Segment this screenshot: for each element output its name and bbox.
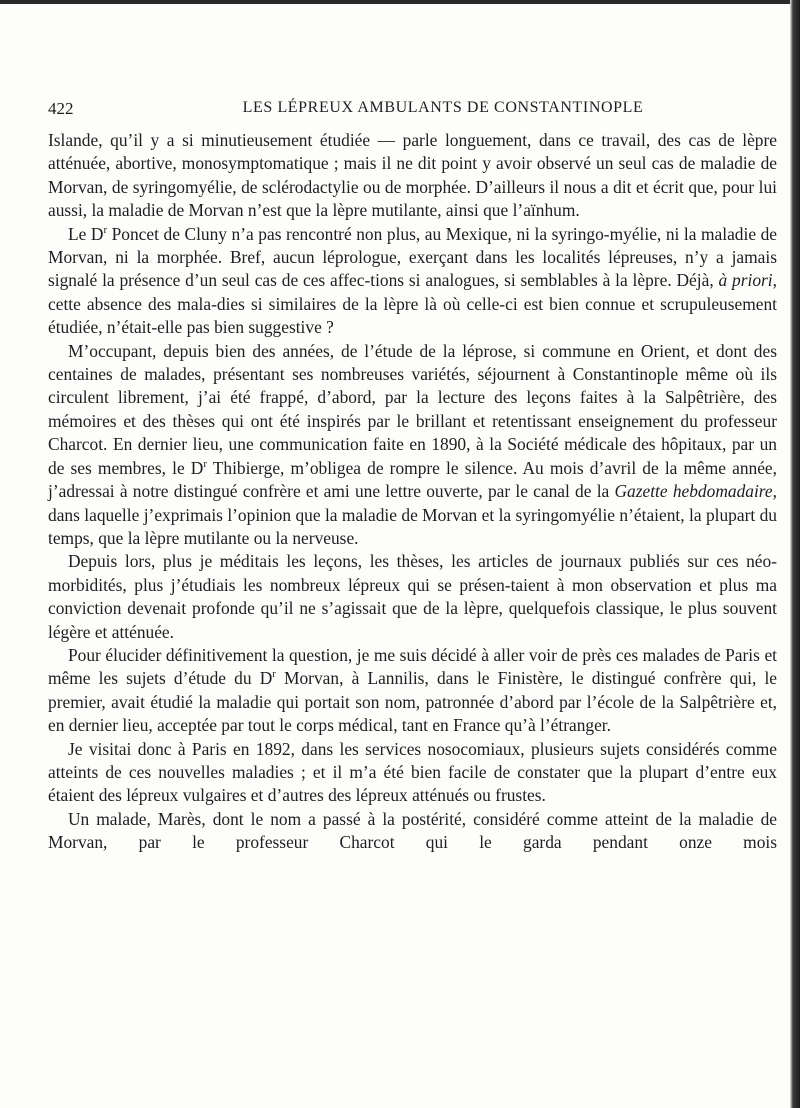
text-run: M’occupant, depuis bien des années, de l’étude de la léprose, si commune en Orient, et dont des centaines de malades, présentant ses nombreuses variétés, séjournent à Constantinople même où ils circulent librement, j’ai été frappé, d’abord, par la lecture des leçons faites à la Salpêtrière, des mémoires et des thèses qui ont été inspirés par le brillant et retentissant enseignement du professeur Charcot. En dernier lieu, une communication faite en 1890, à la Société médicale des hôpitaux, par un de ses membres, le D [48,340,777,478]
paragraph [48,340,777,551]
body-text [48,129,777,855]
paragraph [48,223,777,340]
text-run: Islande, qu’il y a si minutieusement étudiée — parle longuement, dans ce travail, des cas de lèpre atténuée, abortive, monosymptomatique ; mais il ne dit point y avoir observé un seul cas de maladie de Morvan, de syringomyélie, de sclérodactylie ou de morphée. D’ailleurs il nous a dit et écrit que, pour lui aussi, la maladie de Morvan n’est que la lèpre mutilante, ainsi que l’aïnhum. [48,130,777,221]
paragraph [48,550,777,644]
text-run: , cette absence des mala-dies si similaires de la lèpre là où celle-ci est bien connue et scrupuleusement étudiée, n’était-elle pas bien suggestive ? [48,270,777,338]
text-run: Un malade, Marès, dont le nom a passé à la postérité, considéré comme atteint de la maladie de Morvan, par le professeur Charcot qui le garda pendant onze mois [48,808,777,853]
paragraph [48,738,777,808]
page-number: 422 [48,99,74,118]
text-run: Pour élucider définitivement la question, je me suis décidé à aller voir de près ces malades de Paris et même les sujets d’étude du D [48,644,777,689]
italic-text: à priori [718,270,773,291]
italic-text: Gazette hebdomadaire [614,481,773,502]
page-top-edge [0,0,800,4]
running-title: LES LÉPREUX AMBULANTS DE CONSTANTINOPLE [242,99,644,116]
paragraph [48,129,777,223]
superscript-abbrev: r [103,223,108,236]
page-binding-edge [790,0,800,1108]
text-run: Le D [68,223,104,244]
text-run: Poncet de Cluny n’a pas rencontré non plus, au Mexique, ni la syringo-myélie, ni la maladie de Morvan, ni la morphée. Bref, aucun léprologue, exerçant dans les localités lépreuses, n’y a jamais signalé la présence d’un seul cas de ces affec-tions si analogues, si semblables à la lèpre. Déjà, [48,223,778,291]
page-header [48,99,778,123]
paragraph [48,808,777,855]
paragraph [48,644,777,738]
text-run: Je visitai donc à Paris en 1892, dans les services nosocomiaux, plusieurs sujets considérés comme atteints de ces nouvelles maladies ; et il m’a été bien facile de constater que la plupart d’entre eux étaient des lépreux vulgaires et d’autres des lépreux atténués ou frustes. [48,738,777,806]
superscript-abbrev: r [272,668,276,681]
text-run: Depuis lors, plus je méditais les leçons, les thèses, les articles de journaux publiés sur ces néo-morbidités, plus j’étudiais les nombreux lépreux qui se présen-taient à mon observation et plus ma conviction devenait profonde qu’il ne s’agissait que de la lèpre, quelquefois classique, le plus souvent légère et atténuée. [48,551,777,642]
text-run: Thibierge, m’obligea de rompre le silence. Au mois d’avril de la même année, j’adressai à notre distingué confrère et ami une lettre ouverte, par le canal de la [48,457,777,502]
text-run: , dans laquelle j’exprimais l’opinion que la maladie de Morvan et la syringomyélie n’étaient, la plupart du temps, que la lèpre mutilante ou la nerveuse. [48,481,777,548]
text-run: Morvan, à Lannilis, dans le Finistère, le distingué confrère qui, le premier, avait étudié la maladie qui portait son nom, patronnée d’abord par l’école de la Salpêtrière et, en dernier lieu, acceptée par tout le corps médical, tant en France qu’à l’étranger. [48,668,777,736]
superscript-abbrev: r [203,457,207,470]
